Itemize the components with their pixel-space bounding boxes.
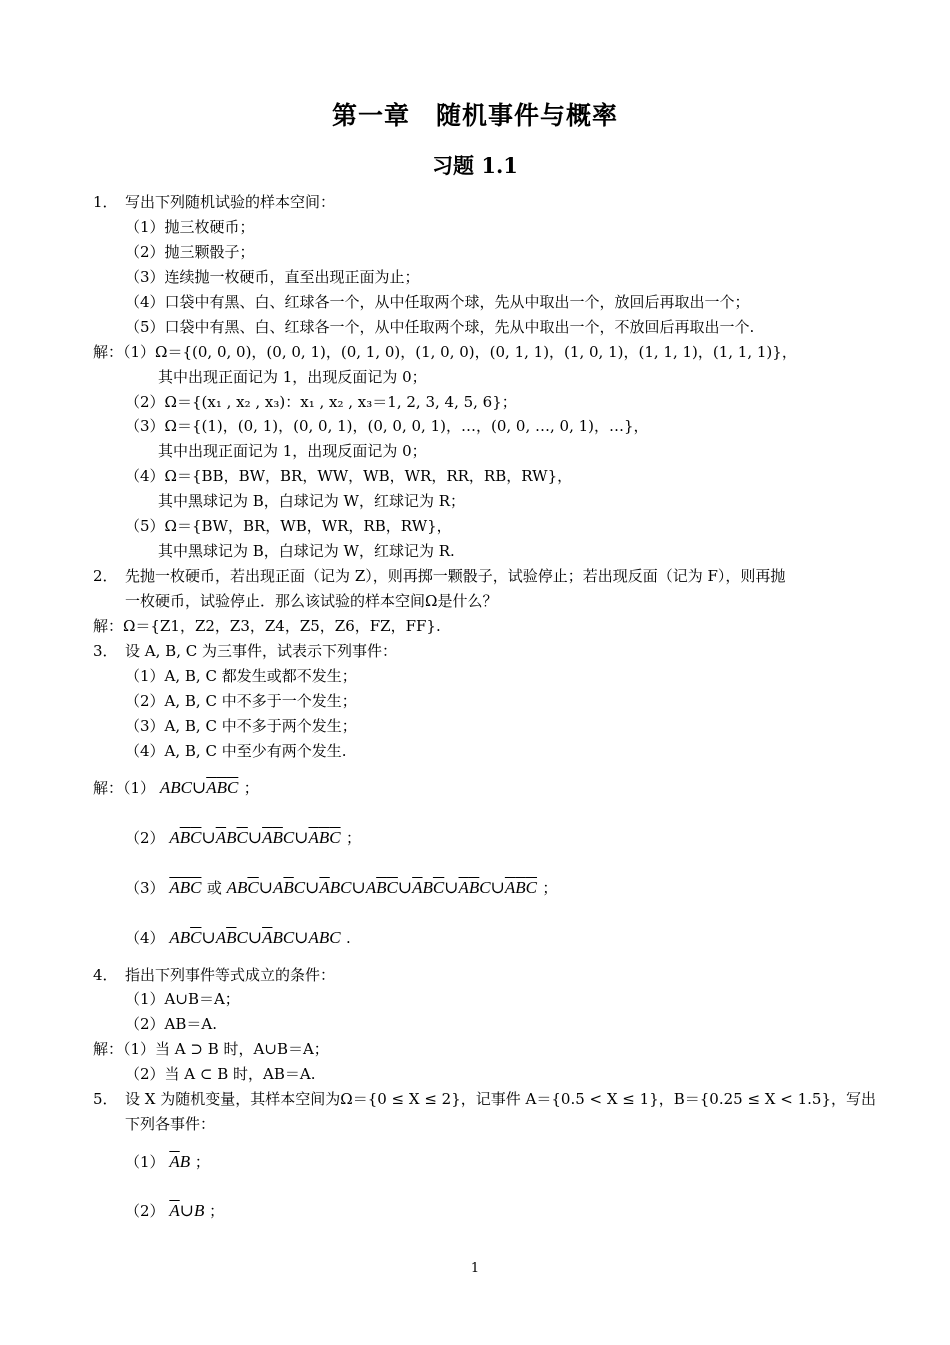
formula: $\overline{ABC}$ bbox=[169, 878, 202, 897]
solution-4-1: 解：（1）当 A ⊃ B 时，A∪B＝A； bbox=[93, 1040, 329, 1058]
problem-5-item-1: （1） $\overline{A}B$ ； bbox=[125, 1152, 210, 1171]
solution-4-2: （2）当 A ⊂ B 时，AB＝A. bbox=[125, 1065, 316, 1083]
solution-1-1-note: 其中出现正面记为 1，出现反面记为 0； bbox=[158, 368, 427, 386]
solution-3-1: 解：（1） $ABC\cup\overline{A}\overline{B}\overline{C}$ ； bbox=[93, 778, 259, 798]
problem-1-item-4: （4）口袋中有黑、白、红球各一个，从中任取两个球，先从中取出一个，放回后再取出一个； bbox=[125, 293, 750, 311]
solution-1-2: （2）Ω＝{(x₁ , x₂ , x₃)：x₁ , x₂ , x₃＝1, 2, 3, 4, 5, 6}； bbox=[125, 393, 517, 411]
solution-1-3-note: 其中出现正面记为 1，出现反面记为 0； bbox=[158, 442, 427, 460]
problem-1-item-2: （2）抛三颗骰子； bbox=[125, 243, 255, 261]
formula: $A\overline{B}\overline{C}\cup\overline{A}B\overline{C}\cup\overline{A}\overline{B}C\cup\overline{A}\overline{B}\overline{C}$ bbox=[169, 828, 341, 848]
solution-1-3: （3）Ω＝{(1)，(0, 1)，(0, 0, 1)，(0, 0, 0, 1)，…，(0, 0, …, 0, 1)，…}， bbox=[125, 417, 649, 435]
problem-1-item-3: （3）连续抛一枚硬币，直至出现正面为止； bbox=[125, 268, 420, 286]
section-title: 习题 1.1 bbox=[432, 153, 518, 178]
solution-3-4: （4） $AB\overline{C}\cup A\overline{B}C\cup\overline{A}BC\cup ABC$ . bbox=[125, 928, 351, 948]
formula: $AB\overline{C}\cup A\overline{B}C\cup\overline{A}BC\cup ABC$ bbox=[169, 928, 341, 948]
solution-1-5: （5）Ω＝{BW，BR，WB，WR，RB，RW}， bbox=[125, 517, 452, 535]
solution-label: 解：（1） bbox=[93, 779, 156, 797]
page-number: 1 bbox=[470, 1261, 480, 1276]
problem-2-stem-cont: 一枚硬币，试验停止．那么该试验的样本空间Ω是什么？ bbox=[125, 592, 498, 610]
problem-1-item-1: （1）抛三枚硬币； bbox=[125, 218, 255, 236]
problem-4-item-1: （1）A∪B＝A； bbox=[125, 990, 240, 1008]
problem-3-item-2: （2）A, B, C 中不多于一个发生； bbox=[125, 692, 357, 710]
solution-1-5-note: 其中黑球记为 B，白球记为 W，红球记为 R. bbox=[158, 542, 455, 560]
problem-5-stem-cont: 下列各事件： bbox=[125, 1115, 216, 1133]
problem-2-stem: 2． 先抛一枚硬币，若出现正面（记为 Z），则再掷一颗骰子，试验停止；若出现反面（记为 F），则再抛 bbox=[93, 567, 786, 585]
solution-1-1: 解：（1）Ω＝{(0, 0, 0)，(0, 0, 1)，(0, 1, 0)，(1, 0, 0)，(0, 1, 1)，(1, 0, 1)，(1, 1, 1)，(1, 1, 1)}， bbox=[93, 343, 797, 361]
problem-3-stem: 3． 设 A, B, C 为三事件，试表示下列事件： bbox=[93, 642, 397, 660]
problem-3-item-3: （3）A, B, C 中不多于两个发生； bbox=[125, 717, 357, 735]
chapter-title: 第一章 随机事件与概率 bbox=[331, 101, 618, 130]
problem-1-item-5: （5）口袋中有黑、白、红球各一个，从中任取两个球，先从中取出一个，不放回后再取出一个. bbox=[125, 318, 755, 336]
problem-3-item-1: （1）A, B, C 都发生或都不发生； bbox=[125, 667, 357, 685]
problem-1-stem: 1． 写出下列随机试验的样本空间： bbox=[93, 193, 336, 211]
solution-1-4: （4）Ω＝{BB，BW，BR，WW，WB，WR，RR，RB，RW}， bbox=[125, 467, 573, 485]
solution-3-2: （2） $A\overline{B}\overline{C}\cup\overline{A}B\overline{C}\cup\overline{A}\overline{B}C\cup\overline{A}\overline{B}\overline{C}$ ； bbox=[125, 828, 361, 848]
problem-4-item-2: （2）AB＝A. bbox=[125, 1015, 217, 1033]
formula: $\overline{A}\cup B$ bbox=[169, 1201, 205, 1221]
formula: $\overline{A}B$ bbox=[169, 1152, 191, 1171]
formula: $ABC\cup\overline{A}\overline{B}\overline{C}$ bbox=[159, 778, 239, 798]
formula: $AB\overline{C}\cup A\overline{B}C\cup\overline{A}BC\cup A\overline{B}\overline{C}\cup\overline{A}B\overline{C}\cup\overline{A}\overline{B}C\cup\overline{A}\overline{B}\overline{C}$ bbox=[226, 878, 538, 898]
solution-3-3: （3） $\overline{ABC}$ 或 $AB\overline{C}\cup A\overline{B}C\cup\overline{A}BC\cup A\overline{B}\overline{C}\cup\overline{A}B\overline{C}\cup\overline{A}\overline{B}C\cup\overline{A}\overline{B}\overline{C}$ ； bbox=[125, 878, 558, 898]
problem-5-item-2: （2） $\overline{A}\cup B$ ； bbox=[125, 1201, 225, 1221]
problem-5-stem: 5． 设 X 为随机变量，其样本空间为Ω＝{0 ≤ X ≤ 2}，记事件 A＝{0.5 < X ≤ 1}，B＝{0.25 ≤ X < 1.5}，写出 bbox=[93, 1090, 876, 1108]
problem-4-stem: 4． 指出下列事件等式成立的条件： bbox=[93, 966, 336, 984]
problem-3-item-4: （4）A, B, C 中至少有两个发生. bbox=[125, 742, 347, 760]
solution-1-4-note: 其中黑球记为 B，白球记为 W，红球记为 R； bbox=[158, 492, 466, 510]
solution-2: 解：Ω＝{Z1，Z2，Z3，Z4，Z5，Z6，FZ，FF}. bbox=[93, 617, 441, 635]
